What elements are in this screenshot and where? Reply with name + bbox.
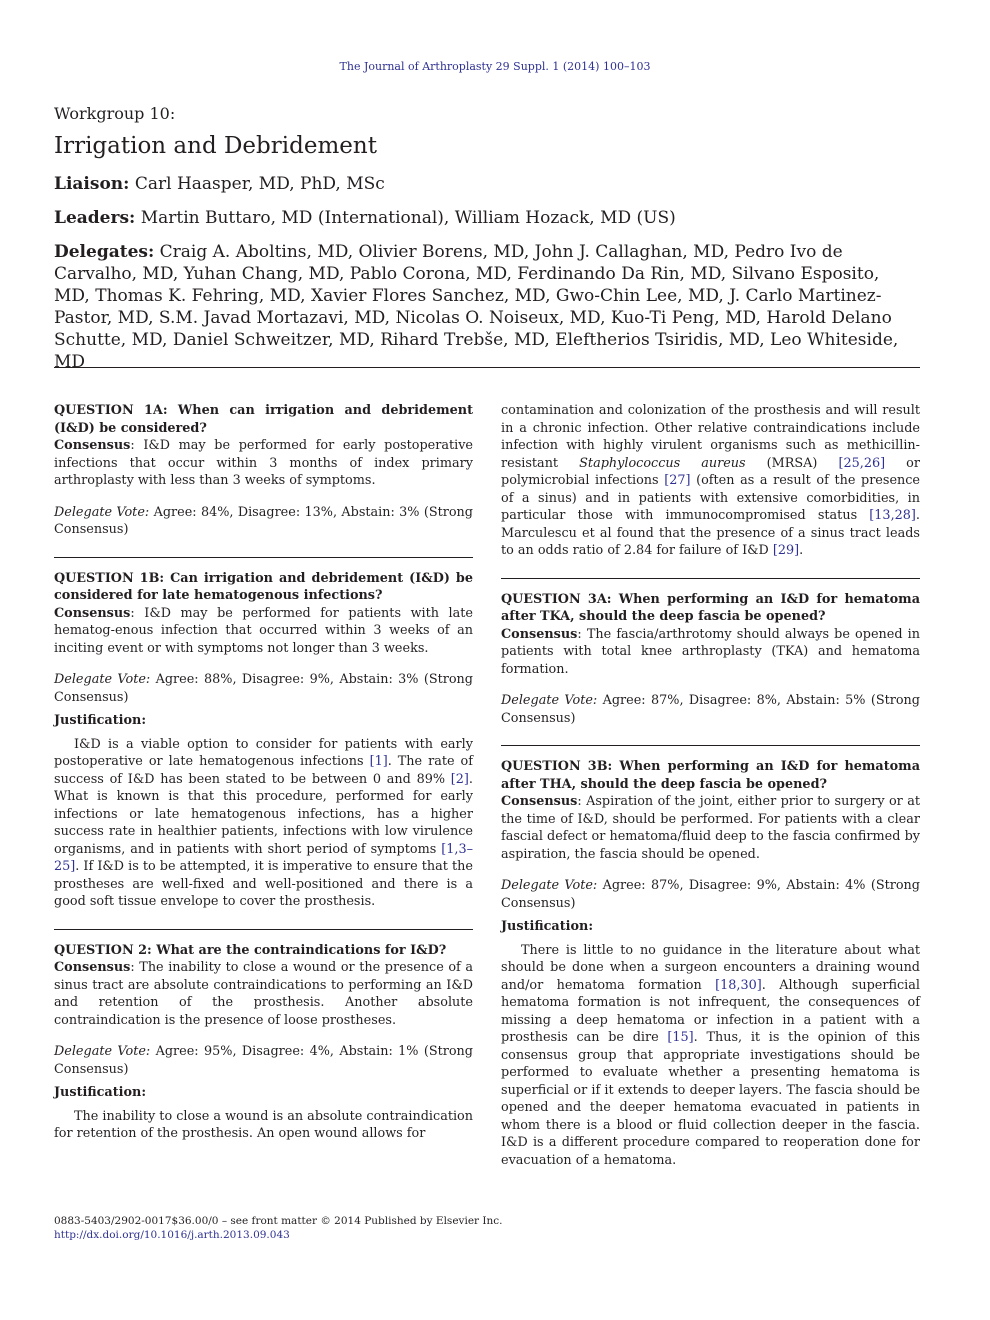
- question-3a-vote: [501, 692, 920, 727]
- justification-heading: Justification:: [54, 713, 147, 728]
- vote-label: Delegate Vote:: [501, 878, 598, 893]
- article-title: Irrigation and Debridement: [54, 133, 377, 159]
- question-1a-consensus: [54, 437, 473, 490]
- liaison-label: Liaison:: [54, 174, 130, 194]
- vote-label: Delegate Vote:: [54, 504, 150, 520]
- consensus-label: Consensus: [54, 438, 131, 453]
- question-1a-title: QUESTION 1A: When can irrigation and debridement (I&D) be considered?: [54, 403, 473, 436]
- question-1b-justification: [54, 736, 473, 911]
- leaders-names: Martin Buttaro, MD (International), William Hozack, MD (US): [140, 208, 676, 228]
- species-name: Staphylococcus aureus: [579, 455, 746, 471]
- text-run: . What is known is that this procedure, performed for early infections or late hematogenous infections, has a higher success rate in healthier patients, infections with low virulence organisms, and in patients with short period of symptoms: [54, 771, 473, 857]
- delegates-label: Delegates:: [54, 242, 155, 262]
- reference-link[interactable]: [2]: [450, 771, 469, 787]
- consensus-label: Consensus: [501, 794, 578, 809]
- doi-link[interactable]: http://dx.doi.org/10.1016/j.arth.2013.09.043: [54, 1229, 290, 1241]
- leaders-label: Leaders:: [54, 208, 136, 228]
- vote-result: Agree: 87%, Disagree: 8%, Abstain: 5% (Strong Consensus): [501, 693, 920, 726]
- consensus-text: : The inability to close a wound or the presence of a sinus tract are absolute contraindications to performing an I&D and retention of the prosthesis. Another absolute contraindication is the presence of loose prostheses.: [54, 960, 473, 1028]
- delegates-line: [54, 241, 920, 373]
- reference-link[interactable]: [27]: [664, 473, 691, 488]
- question-1b: [54, 570, 473, 911]
- section-divider: [501, 745, 920, 746]
- reference-link[interactable]: [25,26]: [838, 455, 886, 471]
- consensus-label: Consensus: [54, 605, 131, 621]
- question-1b-vote: [54, 671, 473, 706]
- text-run: . If I&D is to be attempted, it is imperative to ensure that the prostheses are well-fixed and well-positioned and there is a good soft tissue envelope to cover the prosthesis.: [54, 859, 473, 909]
- delegates-names: Craig A. Aboltins, MD, Olivier Borens, MD, John J. Callaghan, MD, Pedro Ivo de Carvalho, MD, Yuhan Chang, MD, Pablo Corona, MD, Ferdinando Da Rin, MD, Silvano Esposito, MD, Thomas K. Fehring, MD, Xavier Flores Sanchez, MD, Gwo-Chin Lee, MD, J. Carlo Martinez-Pastor, MD, S.M. Javad Mortazavi, MD, Nicolas O. Noiseux, MD, Kuo-Ti Peng, MD, Harold Delano Schutte, MD, Daniel Schweitzer, MD, Rihard Trebše, MD, Eleftherios Tsiridis, MD, Leo Whiteside, MD: [54, 242, 899, 372]
- left-column: [54, 402, 473, 1143]
- text-run: contamination and colonization of the prosthesis and will result in a chronic infection. Other relative contraindications include infection with highly virulent organisms such as methicillin-resistant: [501, 403, 920, 471]
- liaison-line: [54, 173, 920, 195]
- text-run: .: [799, 543, 804, 558]
- vote-label: Delegate Vote:: [54, 1044, 151, 1059]
- page-footer: [54, 1214, 503, 1242]
- question-2-justification: The inability to close a wound is an absolute contraindication for retention of the prosthesis. An open wound allows for: [54, 1108, 473, 1141]
- question-3a: [501, 591, 920, 728]
- question-3b-justification: [501, 942, 920, 1170]
- reference-link[interactable]: [13,28]: [869, 508, 916, 523]
- question-1a-vote: [54, 504, 473, 539]
- reference-link[interactable]: [18,30]: [715, 977, 762, 993]
- question-2-consensus: [54, 959, 473, 1029]
- article-header: [54, 104, 920, 385]
- section-divider: [54, 929, 473, 930]
- text-run: (MRSA): [745, 455, 839, 471]
- header-divider: [54, 367, 920, 368]
- right-column: [501, 402, 920, 1169]
- text-run: There is little to no guidance in the literature about what should be done when a surgeon encounters a draining wound and/or hematoma formation: [501, 942, 920, 993]
- question-3b-consensus: [501, 793, 920, 863]
- section-divider: [54, 557, 473, 558]
- text-run: . Thus, it is the opinion of this consensus group that appropriate investigations should be performed to evaluate whether a presenting hematoma is superficial or if it extends to deeper layers. The fascia should be opened and the deeper hematoma evacuated in patients in whom there is a blood or fluid collection deeper in the fascia. I&D is a different procedure compared to reoperation done for evacuation of a hematoma.: [501, 1030, 920, 1168]
- question-3a-consensus: [501, 626, 920, 679]
- question-1a: [54, 402, 473, 539]
- consensus-text: : I&D may be performed for patients with late hematog-enous infection that occurred within 3 weeks of an inciting event or with symptoms not longer than 3 weeks.: [54, 605, 473, 656]
- reference-link[interactable]: [1,3–25]: [54, 841, 473, 874]
- consensus-label: Consensus: [54, 960, 131, 975]
- reference-link[interactable]: [29]: [772, 543, 800, 558]
- question-3b: [501, 758, 920, 1169]
- question-2-justification-continued: [501, 402, 920, 560]
- justification-heading: Justification:: [54, 1085, 147, 1100]
- section-divider: [501, 578, 920, 579]
- reference-link[interactable]: [1]: [369, 754, 388, 769]
- question-3b-vote: [501, 877, 920, 912]
- vote-label: Delegate Vote:: [54, 672, 151, 687]
- issn-line: 0883-5403/2902-0017$36.00/0 – see front matter © 2014 Published by Elsevier Inc.: [54, 1215, 503, 1227]
- reference-link[interactable]: [15]: [667, 1030, 694, 1045]
- text-run: . Marculescu et al found that the presence of a sinus tract leads to an odds ratio of 2.84 for failure of I&D: [501, 508, 920, 558]
- justification-heading: Justification:: [501, 919, 594, 934]
- liaison-names: Carl Haasper, MD, PhD, MSc: [134, 174, 385, 194]
- journal-citation[interactable]: The Journal of Arthroplasty 29 Suppl. 1 (2014) 100–103: [339, 60, 651, 73]
- vote-result: Agree: 95%, Disagree: 4%, Abstain: 1% (Strong Consensus): [54, 1044, 473, 1077]
- workgroup-label: Workgroup 10:: [54, 104, 176, 123]
- leaders-line: [54, 207, 920, 229]
- vote-result: Agree: 88%, Disagree: 9%, Abstain: 3% (Strong Consensus): [54, 672, 473, 705]
- question-3b-title: QUESTION 3B: When performing an I&D for hematoma after THA, should the deep fascia be opened?: [501, 759, 920, 792]
- consensus-label: Consensus: [501, 626, 578, 642]
- vote-label: Delegate Vote:: [501, 693, 598, 708]
- vote-result: Agree: 87%, Disagree: 9%, Abstain: 4% (Strong Consensus): [501, 878, 920, 911]
- text-run: or polymicrobial infections: [501, 455, 920, 488]
- text-run: . The rate of success of I&D has been stated to be between 0 and 89%: [54, 754, 474, 787]
- question-1b-consensus: [54, 605, 473, 658]
- consensus-text: : Aspiration of the joint, either prior to surgery or at the time of I&D, should be performed. For patients with a clear fascial defect or hematoma/fluid deep to the fascia confirmed by aspiration, the fascia should be opened.: [501, 794, 920, 862]
- text-run: (often as a result of the presence of a sinus) and in patients with extensive comorbidities, in particular those with immunocompromised status: [501, 473, 921, 523]
- vote-result: Agree: 84%, Disagree: 13%, Abstain: 3% (Strong Consensus): [54, 504, 473, 537]
- consensus-text: : The fascia/arthrotomy should always be opened in patients with total knee arthroplasty (TKA) and hematoma formation.: [501, 626, 920, 677]
- question-2-vote: [54, 1043, 473, 1078]
- text-run: I&D is a viable option to consider for patients with early postoperative or late hematogenous infections: [54, 736, 473, 769]
- question-3a-title: QUESTION 3A: When performing an I&D for hematoma after TKA, should the deep fascia be opened?: [501, 591, 920, 624]
- question-1b-title: QUESTION 1B: Can irrigation and debridement (I&D) be considered for late hematogenous infections?: [54, 570, 473, 603]
- question-2: [54, 942, 473, 1143]
- question-2-title: QUESTION 2: What are the contraindications for I&D?: [54, 942, 447, 958]
- consensus-text: : I&D may be performed for early postoperative infections that occur within 3 months of index primary arthroplasty with less than 3 weeks of symptoms.: [54, 438, 473, 488]
- text-run: . Although superficial hematoma formation is not infrequent, the consequences of missing a deep hematoma or infection in a patient with a prosthesis can be dire: [501, 977, 920, 1045]
